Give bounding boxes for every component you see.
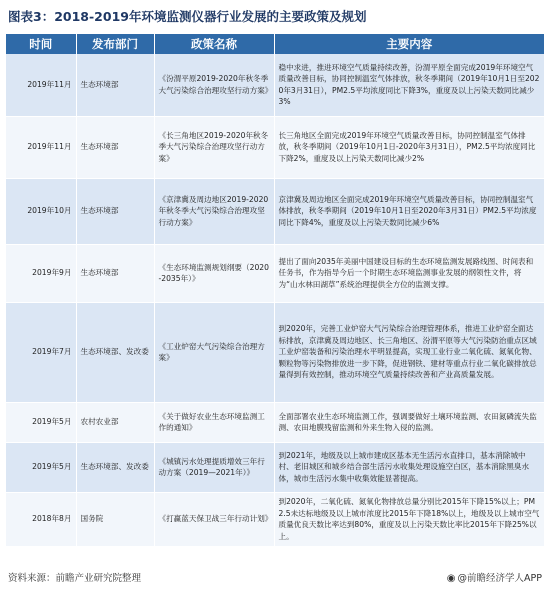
cell-dept: 生态环境部 <box>76 116 154 178</box>
cell-name: 《汾渭平原2019-2020年秋冬季大气污染综合治理攻坚行动方案》 <box>154 54 274 116</box>
cell-dept: 生态环境部、发改委 <box>76 442 154 492</box>
cell-dept: 生态环境部 <box>76 244 154 302</box>
footer <box>6 570 544 586</box>
cell-time: 2019年11月 <box>6 116 76 178</box>
cell-dept: 生态环境部 <box>76 54 154 116</box>
cell-dept: 农村农业部 <box>76 402 154 442</box>
cell-name: 《京津冀及周边地区2019-2020年秋冬季大气污染综合治理攻坚行动方案》 <box>154 178 274 244</box>
table-row <box>6 116 544 178</box>
cell-content: 全面部署农业生态环境监测工作，强调要做好土壤环境监测、农田氮磷流失监测、农田地膜残留监测和外来生物入侵的监测。 <box>274 402 544 442</box>
cell-dept: 国务院 <box>76 492 154 546</box>
policy-table <box>6 34 544 547</box>
cell-dept: 生态环境部、发改委 <box>76 302 154 402</box>
cell-dept: 生态环境部 <box>76 178 154 244</box>
cell-content: 到2020年，完善工业炉窑大气污染综合治理管理体系，推进工业炉窑全面达标排放，京津冀及周边地区、长三角地区、汾渭平原等大气污染防治重点区域工业炉窑装备和污染治理水平明显提高，实现工业行业二氧化硫、氮氧化物、颗粒物等污染物排放进一步下降，促进钢铁、建材等重点行业二氧化碳排放总量得到有效控制，推动环境空气质量持续改善和产业高质量发展。 <box>274 302 544 402</box>
eye-icon: ◉ <box>446 573 456 584</box>
cell-time: 2019年7月 <box>6 302 76 402</box>
header-name: 政策名称 <box>154 34 274 54</box>
brand-credit <box>447 570 542 584</box>
table-row <box>6 54 544 116</box>
page-title: 图表3：2018-2019年环境监测仪器行业发展的主要政策及规划 <box>8 9 367 24</box>
cell-content: 长三角地区全面完成2019年环境空气质量改善目标，协同控制温室气体排放，秋冬季期间（2019年10月1日-2020年3月31日），PM2.5平均浓度同比下降2%，重度及以上污染天数同比减少2% <box>274 116 544 178</box>
cell-content: 到2021年，地级及以上城市建成区基本无生活污水直排口，基本消除城中村、老旧城区和城乡结合部生活污水收集处理设施空白区，基本消除黑臭水体，城市生活污水集中收集效能显著提高。 <box>274 442 544 492</box>
header-time: 时间 <box>6 34 76 54</box>
cell-name: 《关于做好农业生态环境监测工作的通知》 <box>154 402 274 442</box>
cell-name: 《长三角地区2019-2020年秋冬季大气污染综合治理攻坚行动方案》 <box>154 116 274 178</box>
cell-content: 京津冀及周边地区全面完成2019年环境空气质量改善目标，协同控制温室气体排放，秋冬季期间（2019年10月1日至2020年3月31日）PM2.5平均浓度同比下降4%，重度及以上污染天数同比减少6% <box>274 178 544 244</box>
cell-name: 《城镇污水处理提质增效三年行动方案（2019—2021年）》 <box>154 442 274 492</box>
cell-name: 《生态环境监测规划纲要（2020-2035年）》 <box>154 244 274 302</box>
cell-time: 2019年10月 <box>6 178 76 244</box>
header-content: 主要内容 <box>274 34 544 54</box>
cell-name: 《工业炉窑大气污染综合治理方案》 <box>154 302 274 402</box>
table-row <box>6 302 544 402</box>
cell-time: 2019年5月 <box>6 402 76 442</box>
cell-time: 2018年8月 <box>6 492 76 546</box>
brand-label: @前瞻经济学人APP <box>457 573 542 584</box>
cell-name: 《打赢蓝天保卫战三年行动计划》 <box>154 492 274 546</box>
table-header-row <box>6 34 544 54</box>
table-row <box>6 442 544 492</box>
table-row <box>6 402 544 442</box>
header-dept: 发布部门 <box>76 34 154 54</box>
table-row <box>6 178 544 244</box>
table-row <box>6 244 544 302</box>
source-note: 资料来源：前瞻产业研究院整理 <box>8 573 142 584</box>
cell-content: 稳中求进，推进环境空气质量持续改善，汾渭平原全面完成2019年环境空气质量改善目标，协同控制温室气体排放，秋冬季期间（2019年10月1日至2020年3月31日），PM2.5平均浓度同比下降3%，重度及以上污染天数同比减少3% <box>274 54 544 116</box>
cell-content: 提出了面向2035年美丽中国建设目标的生态环境监测发展路线图、时间表和任务书，作为指导今后一个时期生态环境监测事业发展的纲领性文件，将为“山水林田湖草”系统治理提供全方位的监测支撑。 <box>274 244 544 302</box>
cell-time: 2019年9月 <box>6 244 76 302</box>
cell-content: 到2020年，二氧化硫、氮氧化物排放总量分别比2015年下降15%以上；PM2.5未达标地级及以上城市浓度比2015年下降18%以上，地级及以上城市空气质量优良天数比率达到80%，重度及以上污染天数比率比2015年下降25%以上。 <box>274 492 544 546</box>
table-row <box>6 492 544 546</box>
cell-time: 2019年5月 <box>6 442 76 492</box>
cell-time: 2019年11月 <box>6 54 76 116</box>
